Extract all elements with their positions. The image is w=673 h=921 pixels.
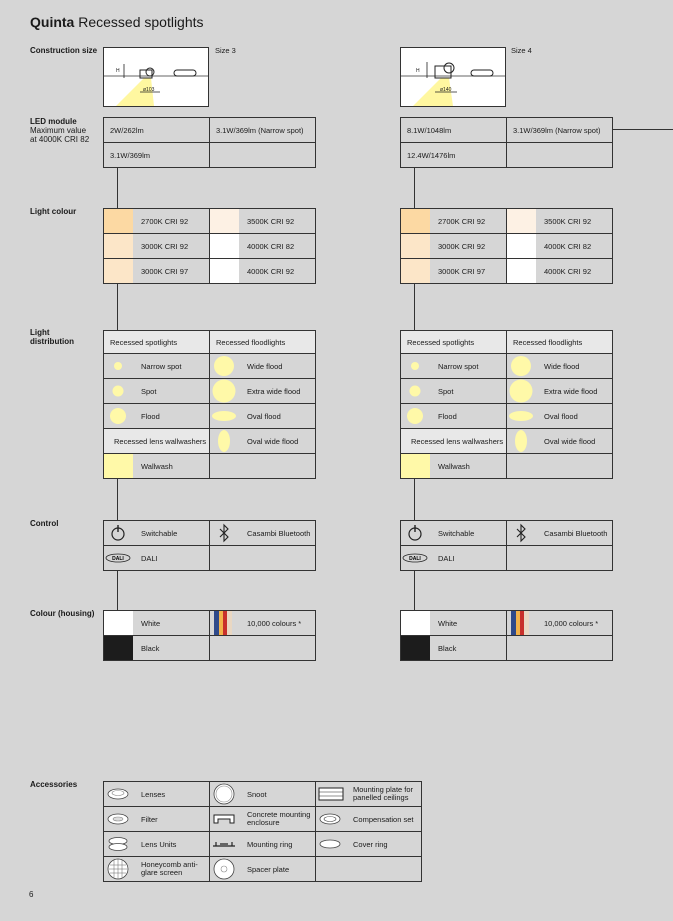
- control-label-text: Casambi Bluetooth: [247, 528, 311, 538]
- narrow-spot-icon: [104, 354, 134, 378]
- control-cell-empty: [209, 545, 316, 571]
- dist-label: Wallwash: [438, 461, 470, 471]
- colour-cell: [103, 208, 210, 234]
- housing-cell: [103, 610, 210, 636]
- light-distribution-label-1: Light: [30, 328, 50, 337]
- colour-label: 3000K CRI 92: [438, 241, 486, 251]
- brand-name: Quinta: [30, 14, 75, 30]
- spot-icon: [104, 379, 134, 403]
- dist-cell: [103, 403, 210, 429]
- colour-cell: [400, 233, 507, 259]
- colour-swatch: [210, 259, 239, 283]
- bluetooth-icon: [210, 521, 240, 545]
- led-cell: 8.1W/1048lm: [400, 117, 507, 143]
- colour-cell: [209, 258, 316, 284]
- custom-colour-swatch: [210, 611, 240, 635]
- dist-cell: [103, 378, 210, 404]
- connector-line: [117, 283, 118, 330]
- colour-swatch: [210, 234, 239, 258]
- honeycomb-icon: [104, 857, 134, 881]
- dist-cell: [506, 378, 613, 404]
- colour-label: 4000K CRI 82: [544, 241, 592, 251]
- dist-label: Spot: [438, 386, 454, 396]
- dist-cell: [103, 453, 210, 479]
- dist-label: Wide flood: [544, 361, 580, 371]
- mounting-ring-icon: [210, 832, 240, 856]
- colour-swatch: [104, 259, 133, 283]
- control-label-text: Casambi Bluetooth: [544, 528, 608, 538]
- accessory-cell: [209, 781, 316, 807]
- construction-drawing-2: [400, 47, 506, 107]
- flood-icon: [104, 404, 134, 428]
- dali-logo-icon: [401, 546, 431, 570]
- colour-housing-label: Colour (housing): [30, 609, 95, 618]
- control-cell: [400, 545, 507, 571]
- accessory-cell: [209, 806, 316, 832]
- accessory-label: Honeycomb anti-glare screen: [141, 860, 198, 877]
- custom-colour-swatch: [507, 611, 537, 635]
- colour-swatch: [401, 209, 430, 233]
- colour-swatch: [507, 259, 536, 283]
- dist-cell: [209, 403, 316, 429]
- power-icon: [104, 521, 134, 545]
- dist-label: Wide flood: [247, 361, 283, 371]
- mounting-plate-icon: [316, 782, 346, 806]
- control-cell: [400, 520, 507, 546]
- wallwasher-header: Recessed lens wallwashers: [103, 428, 210, 454]
- filter-icon: [104, 807, 134, 831]
- size-label-1: Size 3: [215, 46, 236, 55]
- led-cell: 3.1W/369lm (Narrow spot): [209, 117, 316, 143]
- led-cell: [209, 142, 316, 168]
- white-swatch: [104, 611, 133, 635]
- housing-label: White: [141, 618, 161, 628]
- connector-line: [117, 479, 118, 521]
- accessory-label: Mounting plate for panelled ceilings: [353, 785, 414, 802]
- lens-units-icon: [104, 832, 134, 856]
- dist-cell: [400, 403, 507, 429]
- dist-cell: [209, 428, 316, 454]
- housing-label: Black: [141, 643, 160, 653]
- led-cell: 3.1W/369lm (Narrow spot): [506, 117, 613, 143]
- connector-line: [612, 129, 673, 130]
- dist-label: Extra wide flood: [544, 386, 598, 396]
- housing-cell: [506, 610, 613, 636]
- recessed-floodlights-header: Recessed floodlights: [209, 330, 316, 354]
- dist-cell-empty: [209, 453, 316, 479]
- connector-line: [414, 168, 415, 208]
- colour-swatch: [401, 259, 430, 283]
- oval-flood-icon: [507, 404, 537, 428]
- dist-label: Oval wide flood: [247, 436, 299, 446]
- control-label-text: DALI: [438, 553, 455, 563]
- accessory-cell: [209, 831, 316, 857]
- accessory-label: Lens Units: [141, 839, 177, 849]
- white-swatch: [401, 611, 430, 635]
- housing-cell: [400, 635, 507, 661]
- accessory-label: Spacer plate: [247, 864, 290, 874]
- housing-cell-empty: [209, 635, 316, 661]
- recessed-floodlights-header: Recessed floodlights: [506, 330, 613, 354]
- dist-label: Oval flood: [247, 411, 281, 421]
- bluetooth-icon: [507, 521, 537, 545]
- housing-cell: [209, 610, 316, 636]
- dist-cell: [506, 428, 613, 454]
- control-cell: [506, 520, 613, 546]
- connector-line: [117, 168, 118, 208]
- housing-label: White: [438, 618, 458, 628]
- cover-ring-icon: [316, 832, 346, 856]
- colour-swatch: [507, 234, 536, 258]
- accessory-label: Concrete mounting enclosure: [247, 810, 311, 827]
- dim-h-2: H: [416, 68, 420, 74]
- dist-label: Oval wide flood: [544, 436, 596, 446]
- colour-cell: [400, 208, 507, 234]
- colour-cell: [209, 233, 316, 259]
- control-cell: [209, 520, 316, 546]
- accessory-label: Filter: [141, 814, 158, 824]
- black-swatch: [104, 636, 133, 660]
- colour-label: 3000K CRI 97: [438, 266, 486, 276]
- dist-cell: [400, 378, 507, 404]
- colour-label: 3000K CRI 97: [141, 266, 189, 276]
- dist-cell: [506, 403, 613, 429]
- accessory-cell-empty: [315, 856, 422, 882]
- accessory-cell: [209, 856, 316, 882]
- colour-label: 4000K CRI 82: [247, 241, 295, 251]
- led-cell: [506, 142, 613, 168]
- accessories-label: Accessories: [30, 780, 78, 789]
- construction-size-label: Construction size: [30, 46, 98, 55]
- page-title: [30, 14, 204, 30]
- recessed-spotlights-header: Recessed spotlights: [400, 330, 507, 354]
- connector-line: [414, 479, 415, 521]
- oval-flood-icon: [210, 404, 240, 428]
- control-label-text: DALI: [141, 553, 158, 563]
- accessory-cell: [103, 781, 210, 807]
- control-cell: [103, 520, 210, 546]
- led-module-sub2: at 4000K CRI 82: [30, 135, 90, 144]
- colour-swatch: [507, 209, 536, 233]
- compensation-set-icon: [316, 807, 346, 831]
- led-module-sub1: Maximum value: [30, 126, 87, 135]
- control-label-text: Switchable: [141, 528, 178, 538]
- dali-logo-text: DALI: [409, 556, 421, 562]
- colour-swatch: [401, 234, 430, 258]
- accessory-label: Mounting ring: [247, 839, 293, 849]
- colour-cell: [103, 258, 210, 284]
- colour-label: 2700K CRI 92: [438, 216, 486, 226]
- housing-cell-empty: [506, 635, 613, 661]
- wallwash-icon: [104, 454, 133, 478]
- colour-cell: [506, 233, 613, 259]
- wide-flood-icon: [210, 354, 240, 378]
- oval-wide-flood-icon: [210, 429, 240, 453]
- housing-label: 10,000 colours *: [247, 618, 302, 628]
- dist-label: Narrow spot: [438, 361, 479, 371]
- control-cell: [103, 545, 210, 571]
- dim-h-1: H: [116, 68, 120, 74]
- colour-label: 4000K CRI 92: [544, 266, 592, 276]
- size-label-2: Size 4: [511, 46, 532, 55]
- led-cell: 12.4W/1476lm: [400, 142, 507, 168]
- housing-label: 10,000 colours *: [544, 618, 599, 628]
- colour-swatch: [104, 234, 133, 258]
- dali-logo-text: DALI: [112, 556, 124, 562]
- light-distribution-label: [30, 328, 74, 346]
- led-module-label: [30, 117, 89, 144]
- accessory-cell: [103, 831, 210, 857]
- product-name: Recessed spotlights: [78, 14, 204, 30]
- dist-cell: [209, 378, 316, 404]
- housing-cell: [103, 635, 210, 661]
- oval-wide-flood-icon: [507, 429, 537, 453]
- colour-label: 3500K CRI 92: [247, 216, 295, 226]
- colour-cell: [400, 258, 507, 284]
- accessory-label: Snoot: [247, 789, 267, 799]
- black-swatch: [401, 636, 430, 660]
- connector-line: [414, 283, 415, 330]
- accessory-label: Compensation set: [353, 814, 414, 824]
- flood-icon: [401, 404, 431, 428]
- dist-cell-empty: [506, 453, 613, 479]
- dist-cell: [209, 353, 316, 379]
- control-cell-empty: [506, 545, 613, 571]
- construction-drawing-1: [103, 47, 209, 107]
- wide-flood-icon: [507, 354, 537, 378]
- snoot-icon: [210, 782, 240, 806]
- control-label-text: Switchable: [438, 528, 475, 538]
- recessed-spotlights-header: Recessed spotlights: [103, 330, 210, 354]
- wallwasher-header: Recessed lens wallwashers: [400, 428, 507, 454]
- control-label: Control: [30, 519, 59, 528]
- dist-label: Narrow spot: [141, 361, 182, 371]
- extra-wide-flood-icon: [507, 379, 537, 403]
- dim-d-2: ø140: [440, 87, 452, 93]
- narrow-spot-icon: [401, 354, 431, 378]
- accessory-cell: [103, 856, 210, 882]
- led-module-title: LED module: [30, 117, 77, 126]
- colour-label: 3500K CRI 92: [544, 216, 592, 226]
- accessory-cell: [315, 806, 422, 832]
- dist-label: Oval flood: [544, 411, 578, 421]
- wallwash-icon: [401, 454, 430, 478]
- colour-label: 2700K CRI 92: [141, 216, 189, 226]
- accessory-label: Cover ring: [353, 839, 388, 849]
- dali-logo-icon: [104, 546, 134, 570]
- colour-label: 3000K CRI 92: [141, 241, 189, 251]
- connector-line: [117, 570, 118, 611]
- dist-cell: [400, 353, 507, 379]
- light-colour-label: Light colour: [30, 207, 77, 216]
- lenses-icon: [104, 782, 134, 806]
- colour-label: 4000K CRI 92: [247, 266, 295, 276]
- dim-d-1: ø103: [143, 87, 155, 93]
- accessory-cell: [315, 781, 422, 807]
- concrete-enclosure-icon: [210, 807, 240, 831]
- dist-cell: [103, 353, 210, 379]
- colour-cell: [506, 208, 613, 234]
- page-number: 6: [29, 890, 34, 899]
- spotlight-section-icon: [104, 48, 208, 106]
- led-cell: 2W/262lm: [103, 117, 210, 143]
- colour-cell: [209, 208, 316, 234]
- light-distribution-label-2: distribution: [30, 337, 74, 346]
- dist-label: Flood: [141, 411, 160, 421]
- power-icon: [401, 521, 431, 545]
- accessory-label: Lenses: [141, 789, 166, 799]
- housing-cell: [400, 610, 507, 636]
- dist-label: Extra wide flood: [247, 386, 301, 396]
- dist-label: Spot: [141, 386, 157, 396]
- housing-label: Black: [438, 643, 457, 653]
- colour-swatch: [104, 209, 133, 233]
- extra-wide-flood-icon: [210, 379, 240, 403]
- dist-label: Flood: [438, 411, 457, 421]
- connector-line: [414, 570, 415, 611]
- spacer-plate-icon: [210, 857, 240, 881]
- colour-cell: [103, 233, 210, 259]
- spot-icon: [401, 379, 431, 403]
- dist-cell: [400, 453, 507, 479]
- accessory-cell: [103, 806, 210, 832]
- colour-swatch: [210, 209, 239, 233]
- colour-cell: [506, 258, 613, 284]
- accessory-cell: [315, 831, 422, 857]
- dist-cell: [506, 353, 613, 379]
- led-cell: 3.1W/369lm: [103, 142, 210, 168]
- dist-label: Wallwash: [141, 461, 173, 471]
- spotlight-section-icon: [401, 48, 505, 106]
